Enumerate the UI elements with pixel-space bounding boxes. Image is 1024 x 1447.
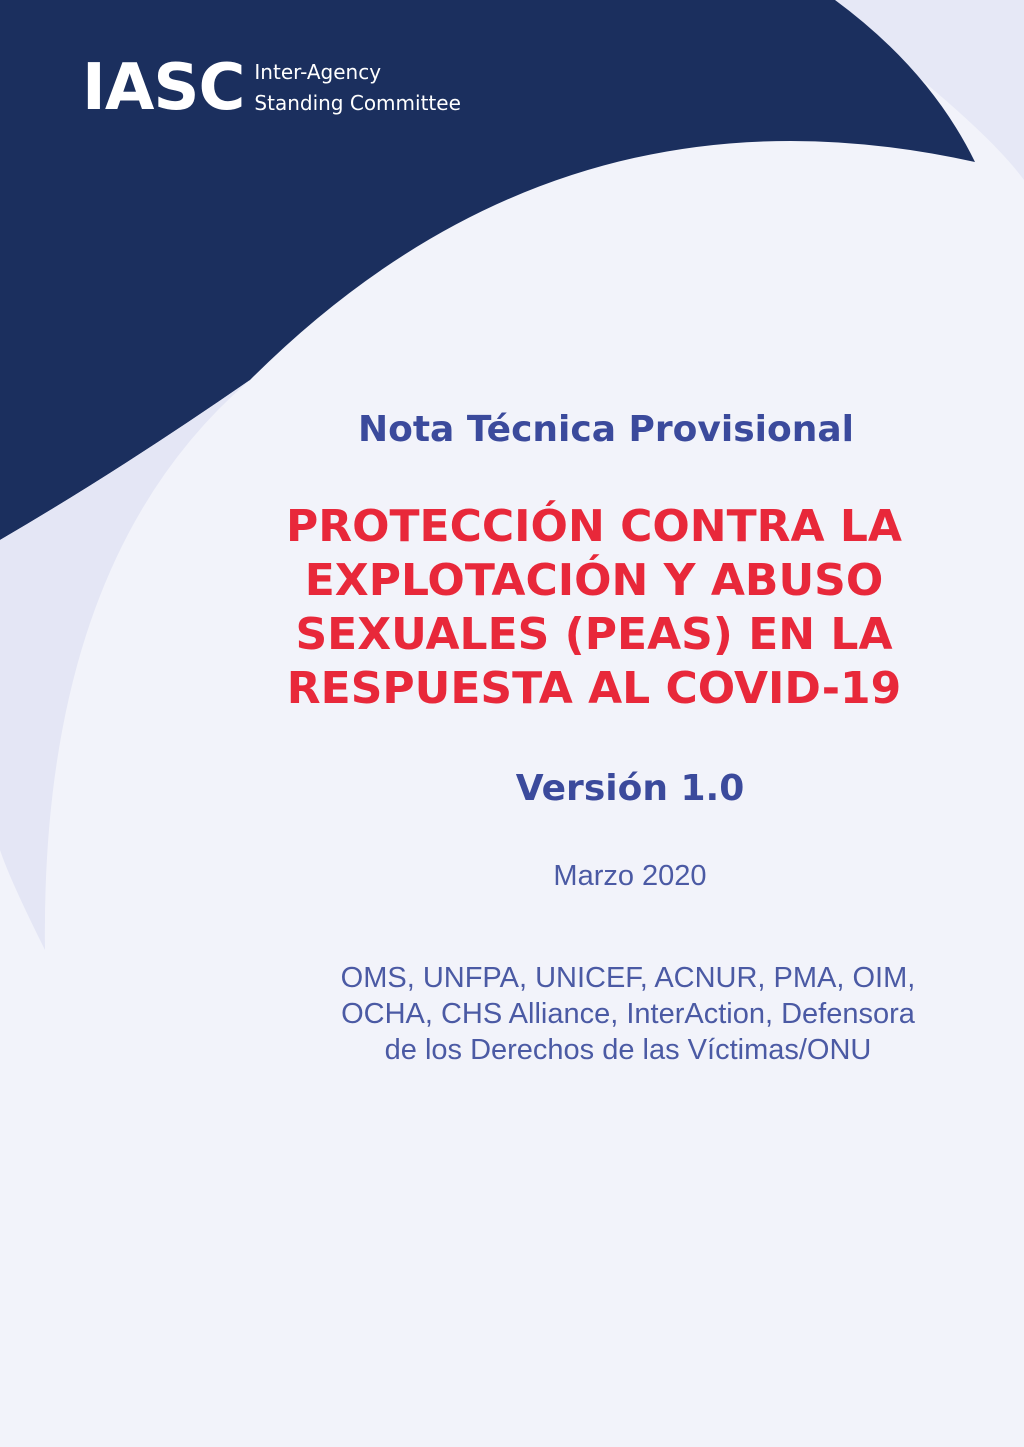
logo-line-2: Standing Committee [254,91,461,115]
agencies-line: de los Derechos de las Víctimas/ONU [384,1034,872,1066]
logo-line-1: Inter-Agency [254,60,382,84]
document-title [246,500,942,716]
title-line: EXPLOTACIÓN Y ABUSO [304,555,884,606]
document-subtitle: Nota Técnica Provisional [357,409,854,450]
title-line: PROTECCIÓN CONTRA LA [286,501,902,552]
document-date: Marzo 2020 [553,860,707,892]
agencies-line: OMS, UNFPA, UNICEF, ACNUR, PMA, OIM, [340,962,916,994]
iasc-logo-text [254,57,460,119]
document-version: Versión 1.0 [515,768,745,809]
agencies-line: OCHA, CHS Alliance, InterAction, Defensora [341,998,915,1030]
title-line: RESPUESTA AL COVID-19 [286,663,902,714]
title-line: SEXUALES (PEAS) EN LA [295,609,893,660]
agencies-list [290,960,966,1068]
iasc-logo-mark: IASC [82,51,245,125]
iasc-logo [82,52,461,124]
